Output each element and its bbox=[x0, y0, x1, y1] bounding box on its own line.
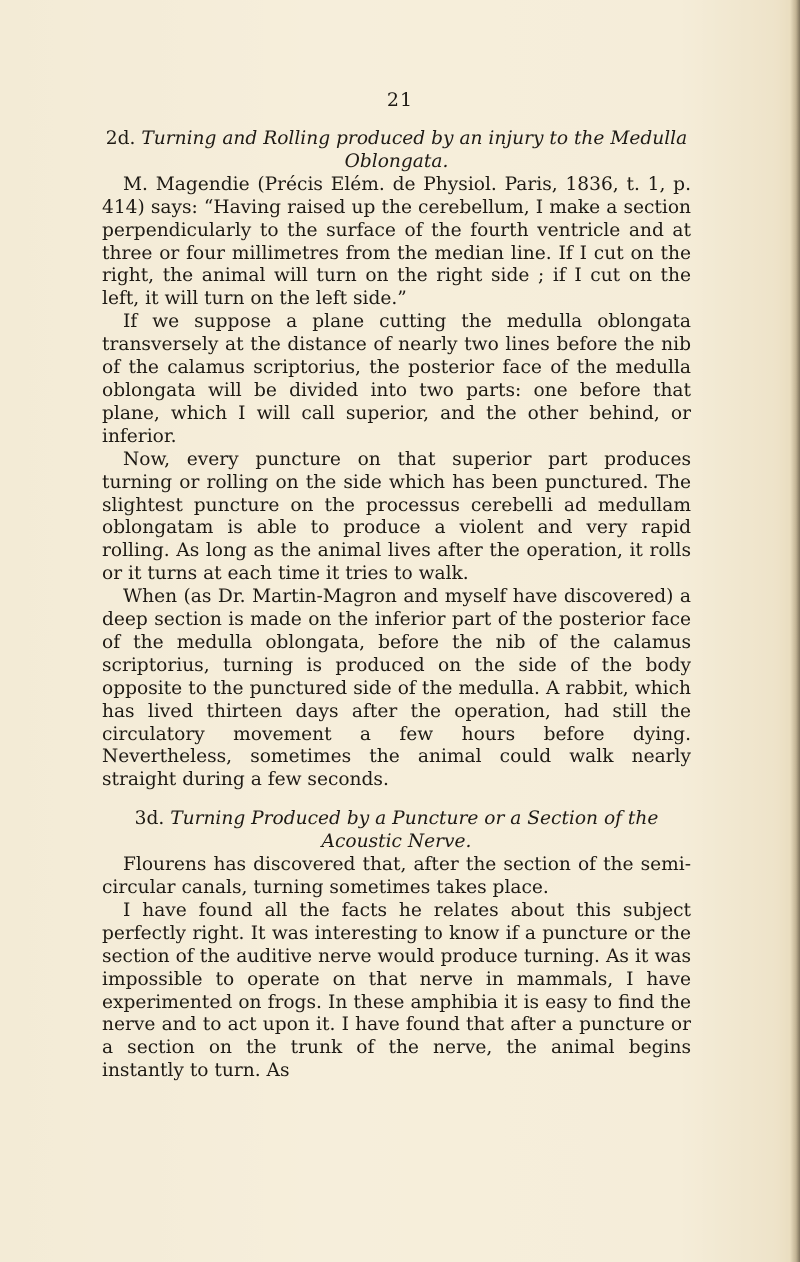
section-spacer bbox=[102, 792, 691, 808]
section-3-title-line2: Acoustic Nerve. bbox=[321, 831, 472, 853]
paragraph: I have found all the facts he relates about this subject perfectly right. It was interesting to know if a puncture or the section of the auditive nerve would produce turning. As it was impossible to operate on that nerve in mammals, I have experimented on frogs. In these amphibia it is easy to find the nerve and to act upon it. I have found that after a puncture or a section on the trunk of the nerve, the animal begins instantly to turn. As bbox=[102, 899, 691, 1082]
paragraph: When (as Dr. Martin-Magron and myself have discovered) a deep section is made on the inferior part of the posterior face of the medulla oblongata, before the nib of the calamus scriptorius, turning is produced on the side of the body opposite to the punctured side of the medulla. A rabbit, which has lived thirteen days after the operation, had still the circulatory movement a few hours before dying. Nevertheless, sometimes the animal could walk nearly straight during a few seconds. bbox=[102, 586, 691, 791]
section-3-title-line1: Turning Produced by a Puncture or a Section of the bbox=[170, 808, 659, 830]
section-2-title-line2: Oblongata. bbox=[344, 150, 449, 172]
page-edge-shadow bbox=[790, 0, 800, 1262]
section-3-number: 3d. bbox=[134, 808, 165, 830]
section-3-heading-cont bbox=[102, 831, 691, 854]
paragraph: Now, every puncture on that superior part produces turning or rolling on the side which has been punctured. The slightest puncture on the processus cerebelli ad medullam oblongatam is able to produce a violent and very rapid rolling. As long as the animal lives after the operation, it rolls or it turns at each time it tries to walk. bbox=[102, 448, 691, 585]
paragraph: Flourens has discovered that, after the section of the semi-circular canals, turning sometimes takes place. bbox=[102, 854, 691, 898]
paragraph: M. Magendie (Précis Elém. de Physiol. Paris, 1836, t. 1, p. 414) says: “Having raised up the cerebellum, I make a section perpendicularly to the surface of the fourth ventricle and at three or four millimetres from the median line. If I cut on the right, the animal will turn on the right side ; if I cut on the left, it will turn on the left side.” bbox=[102, 173, 691, 310]
section-2-title-line1: Turning and Rolling produced by an injury to the Medulla bbox=[141, 128, 688, 149]
page-body bbox=[102, 128, 691, 1083]
paragraph: If we suppose a plane cutting the medulla oblongata transversely at the distance of nearly two lines before the nib of the calamus scriptorius, the posterior face of the medulla oblongata will be divided into two parts: one before that plane, which I will call superior, and the other behind, or inferior. bbox=[102, 311, 691, 447]
page-number: 21 bbox=[386, 89, 414, 111]
section-2-heading bbox=[102, 128, 691, 151]
section-3-heading bbox=[102, 808, 691, 831]
section-2-heading-cont bbox=[102, 151, 691, 174]
section-2-number: 2d. bbox=[105, 128, 136, 149]
